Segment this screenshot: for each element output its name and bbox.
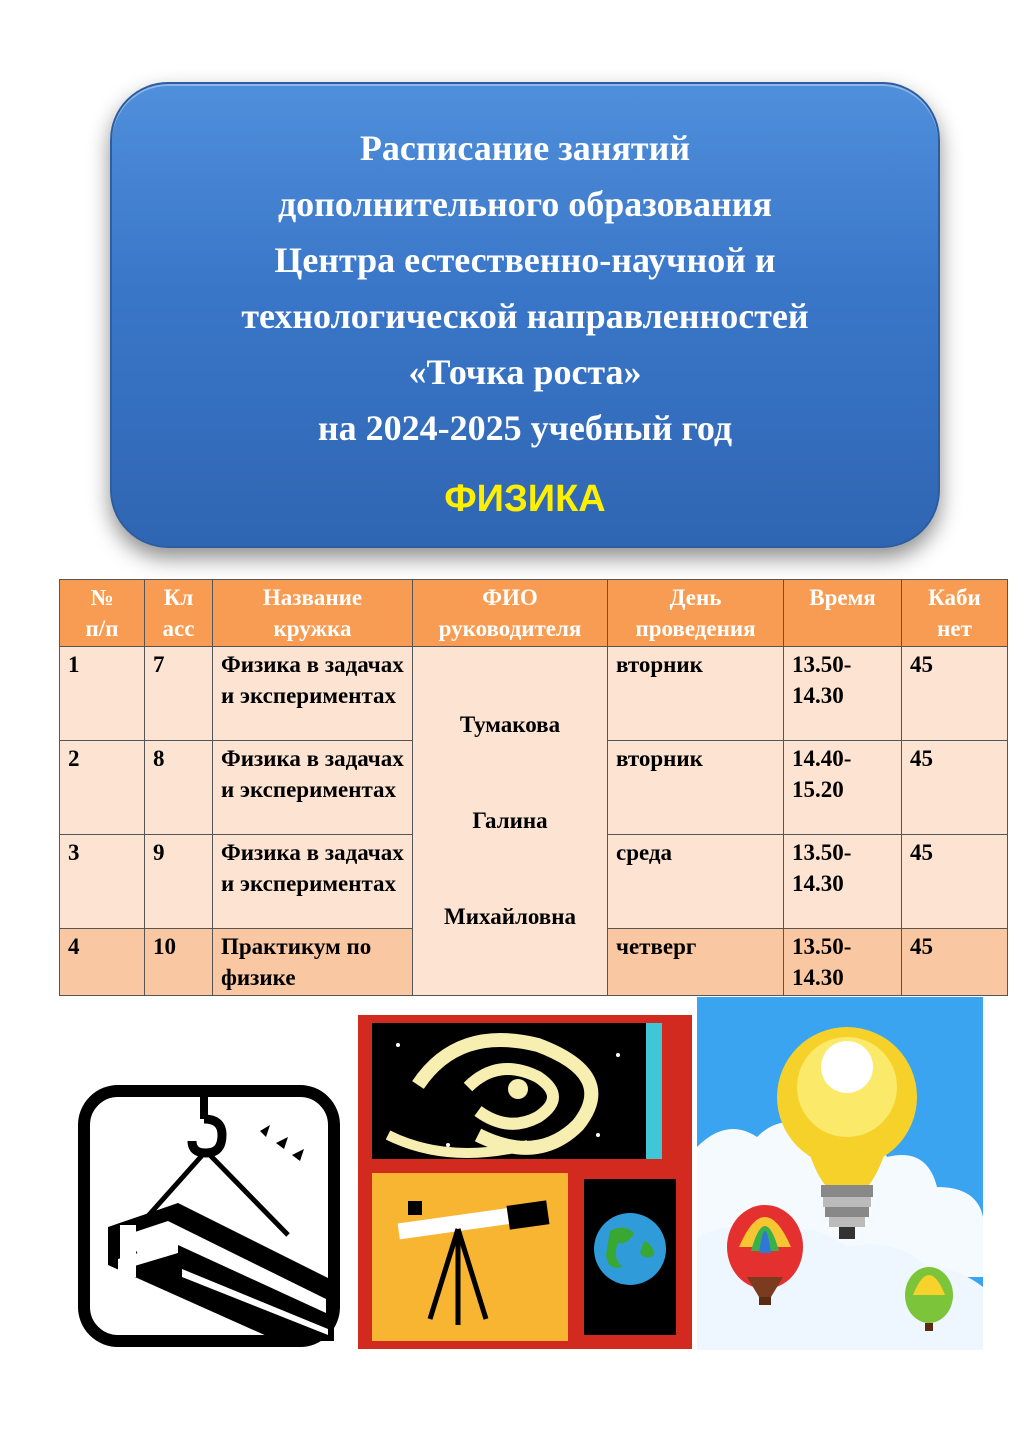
crane-beam-icon [78, 1085, 340, 1347]
cell-club-name: Физика в задачах и экспериментах [213, 647, 413, 741]
leader-patronymic: Михайловна [444, 904, 576, 929]
leader-surname: Тумакова [459, 712, 561, 737]
lightbulb-balloons-clipart [697, 997, 983, 1350]
cell-time: 13.50-14.30 [784, 835, 902, 929]
title-line: «Точка роста» [408, 352, 642, 392]
cell-room: 45 [902, 929, 1008, 996]
leader-first-name: Галина [472, 808, 548, 833]
cell-day: четверг [608, 929, 784, 996]
header-time: Время [784, 580, 902, 647]
page-title [112, 120, 938, 456]
cell-leader [413, 647, 608, 996]
cell-day: вторник [608, 647, 784, 741]
cell-club-name: Практикум по физике [213, 929, 413, 996]
header-num: № п/п [60, 580, 145, 647]
cell-num: 2 [60, 741, 145, 835]
title-line: Расписание занятий [359, 128, 691, 168]
cell-num: 1 [60, 647, 145, 741]
cell-day: вторник [608, 741, 784, 835]
title-banner [110, 82, 940, 548]
space-telescope-clipart [358, 1015, 692, 1349]
cell-num: 3 [60, 835, 145, 929]
cell-time: 14.40-15.20 [784, 741, 902, 835]
cell-club-name: Физика в задачах и экспериментах [213, 835, 413, 929]
cell-grade: 8 [145, 741, 213, 835]
cell-room: 45 [902, 741, 1008, 835]
header-day: День проведения [608, 580, 784, 647]
header-club-name: Название кружка [213, 580, 413, 647]
table-header-row [60, 580, 1008, 647]
title-line: на 2024-2025 учебный год [317, 408, 733, 448]
cell-num: 4 [60, 929, 145, 996]
table-row [60, 647, 1008, 741]
header-room: Каби нет [902, 580, 1008, 647]
cell-grade: 10 [145, 929, 213, 996]
cell-time: 13.50-14.30 [784, 929, 902, 996]
title-line: технологической направленностей [241, 296, 809, 336]
title-line: Центра естественно-научной и [274, 240, 776, 280]
header-grade: Кл асс [145, 580, 213, 647]
subject-label: ФИЗИКА [444, 478, 606, 520]
cell-grade: 9 [145, 835, 213, 929]
cell-time: 13.50-14.30 [784, 647, 902, 741]
title-line: дополнительного образования [277, 184, 773, 224]
cell-grade: 7 [145, 647, 213, 741]
schedule-table [59, 579, 1008, 996]
cell-room: 45 [902, 647, 1008, 741]
cell-room: 45 [902, 835, 1008, 929]
cell-club-name: Физика в задачах и экспериментах [213, 741, 413, 835]
header-leader: ФИО руководителя [413, 580, 608, 647]
cell-day: среда [608, 835, 784, 929]
